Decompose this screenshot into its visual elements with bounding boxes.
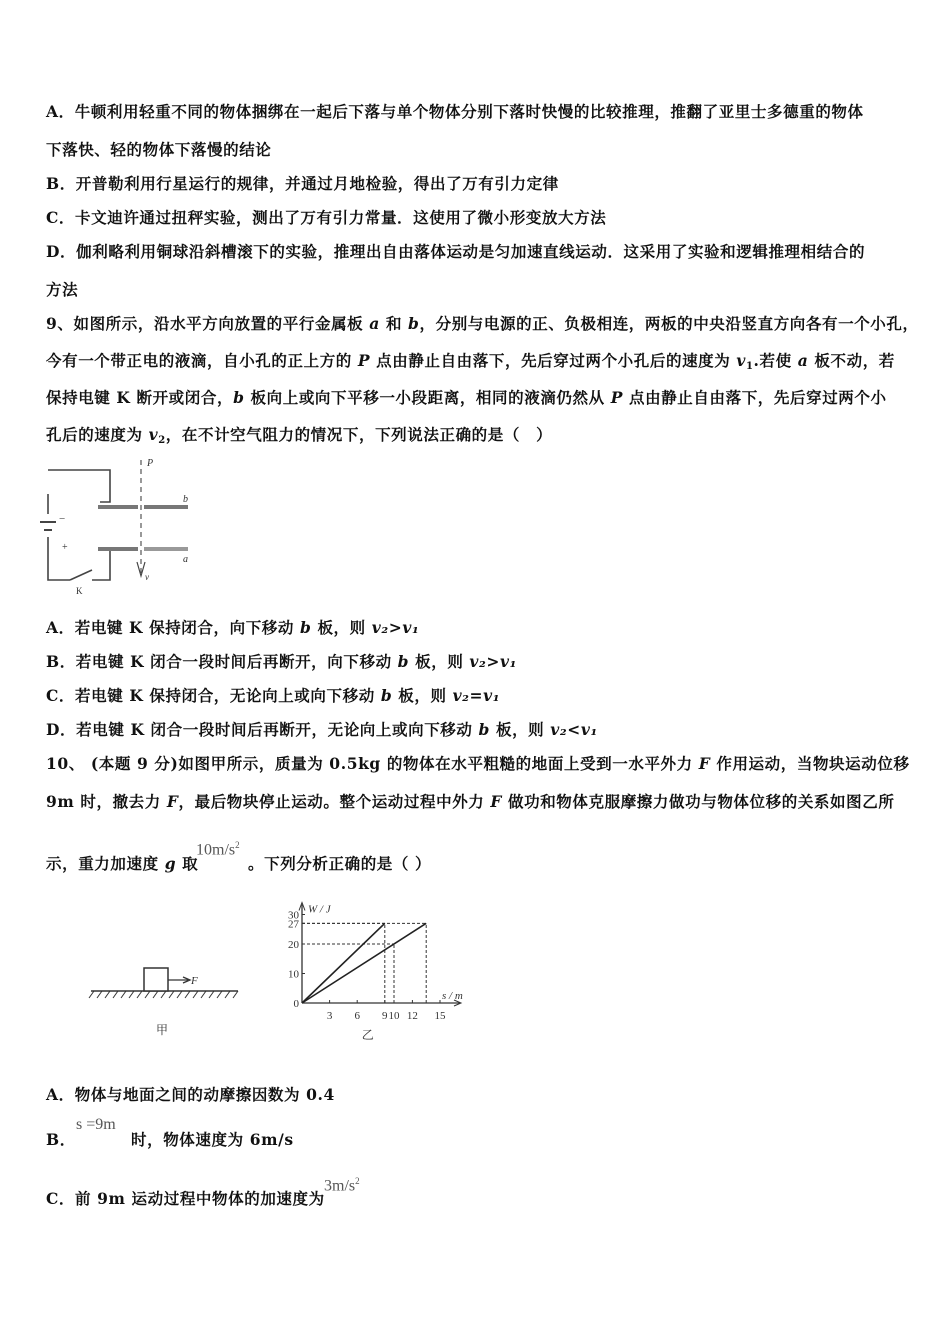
q10-option-b-text: 时，物体速度为 6m/s (131, 1130, 294, 1149)
q9-option-a: A．若电键 K 保持闭合，向下移动 b 板，则 v₂>v₁ (46, 618, 420, 637)
plate-b-left (98, 505, 138, 509)
q8-option-d-line2: 方法 (46, 280, 79, 299)
block (144, 968, 168, 991)
q9-stem-line4: 孔后的速度为 $v_2$，在不计空气阻力的情况下，下列说法正确的是（ ） (46, 425, 553, 446)
switch-k (70, 570, 92, 580)
capacitor-circuit-figure (40, 452, 200, 600)
y-tick-label: 10 (288, 968, 299, 981)
label-b: b (183, 494, 188, 505)
q10-option-c-text: C．前 9m 运动过程中物体的加速度为 (46, 1189, 325, 1208)
circuit-wire-bottom (92, 548, 110, 580)
y-tick-label: 27 (288, 918, 299, 931)
q9-option-b: B．若电键 K 闭合一段时间后再断开，向下移动 b 板，则 v₂>v₁ (46, 652, 517, 671)
plate-b-right (144, 505, 188, 509)
x-tick-label: 12 (406, 1010, 418, 1022)
q10-stem-line2: 9m 时，撤去力 F，最后物块停止运动。整个运动过程中外力 F 做功和物体克服摩擦力做功与物体位移的关系如图乙所 (46, 792, 895, 811)
series-line-2 (302, 923, 426, 1003)
q8-option-c: C．卡文迪许通过扭秤实验，测出了万有引力常量．这使用了微小形变放大方法 (46, 208, 607, 227)
y-tick-label: 20 (288, 939, 299, 951)
q9-stem-line1: 9、如图所示，沿水平方向放置的平行金属板 a 和 b，分别与电源的正、负极相连，两板的中央沿竖直方向各有一个小孔， (46, 314, 919, 333)
x-tick-label: 6 (354, 1010, 360, 1022)
q10-g-value-math: $10m/s^2$ (196, 840, 240, 859)
label-minus: − (59, 513, 66, 525)
q10-stem-line3: 示，重力加速度 g 取 (46, 854, 199, 873)
q10-option-c-math: $3m/s^2$ (324, 1176, 360, 1195)
q8-option-a-line1: A．牛顿利用轻重不同的物体捆绑在一起后下落与单个物体分别下落时快慢的比较推理，推翻了亚里士多德重的物体 (46, 102, 864, 121)
y-tick-label: 30 (288, 909, 299, 922)
label-v: v (145, 572, 149, 582)
series-line-1 (302, 923, 385, 1003)
plate-a-right (144, 547, 188, 551)
label-p: P (147, 458, 154, 469)
x-tick-label: 3 (326, 1010, 333, 1022)
x-tick-label: 10 (388, 1010, 400, 1022)
figure-yi-caption: 乙 (361, 1028, 374, 1042)
x-axis-label: s / m (442, 990, 463, 1002)
q8-option-d-line1: D．伽利略利用铜球沿斜槽滚下的实验，推理出自由落体运动是匀加速直线运动．这采用了实验和逻辑推理相结合的 (46, 242, 866, 261)
q10-option-b-prefix: B． (46, 1130, 76, 1149)
q10-option-a: A．物体与地面之间的动摩擦因数为 0.4 (46, 1085, 335, 1104)
label-plus: + (62, 542, 68, 553)
plate-a-left (98, 547, 138, 551)
y-tick-label: 0 (293, 998, 299, 1010)
label-k: K (76, 586, 83, 596)
q8-option-b: B．开普勒利用行星运行的规律，并通过月地检验，得出了万有引力定律 (46, 174, 559, 193)
force-label: F (191, 975, 198, 987)
q9-stem-line2: 今有一个带正电的液滴，自小孔的正上方的 P 点由静止自由落下，先后穿过两个小孔后的速度为 $v_1$.若使 a 板不动，若 (46, 351, 895, 372)
q8-option-a-line2: 下落快、轻的物体下落慢的结论 (46, 140, 272, 159)
y-axis-label: W / J (308, 903, 331, 916)
figure-jia-block-on-ground (86, 960, 246, 1042)
figure-jia-caption: 甲 (156, 1023, 169, 1037)
circuit-wire-top (48, 470, 110, 502)
x-tick-label: 15 (434, 1010, 446, 1022)
q10-stem-line3-tail: 。下列分析正确的是（ ） (248, 854, 432, 873)
figure-yi-work-displacement-chart (276, 895, 486, 1045)
q10-stem-line1: 10、 (本题 9 分)如图甲所示，质量为 0.5kg 的物体在水平粗糙的地面上受到一水平外力 F 作用运动，当物块运动位移 (46, 754, 910, 773)
q9-stem-line3: 保持电键 K 断开或闭合，b 板向上或向下平移一小段距离，相同的液滴仍然从 P 点由静止自由落下，先后穿过两个小 (46, 388, 887, 407)
label-a: a (183, 554, 188, 565)
q9-option-d: D．若电键 K 闭合一段时间后再断开，无论向上或向下移动 b 板，则 v₂<v₁ (46, 720, 598, 739)
q9-option-c: C．若电键 K 保持闭合，无论向上或向下移动 b 板，则 v₂=v₁ (46, 686, 501, 705)
x-tick-label: 9 (382, 1010, 388, 1022)
q10-option-b-math: s =9m (76, 1116, 116, 1133)
